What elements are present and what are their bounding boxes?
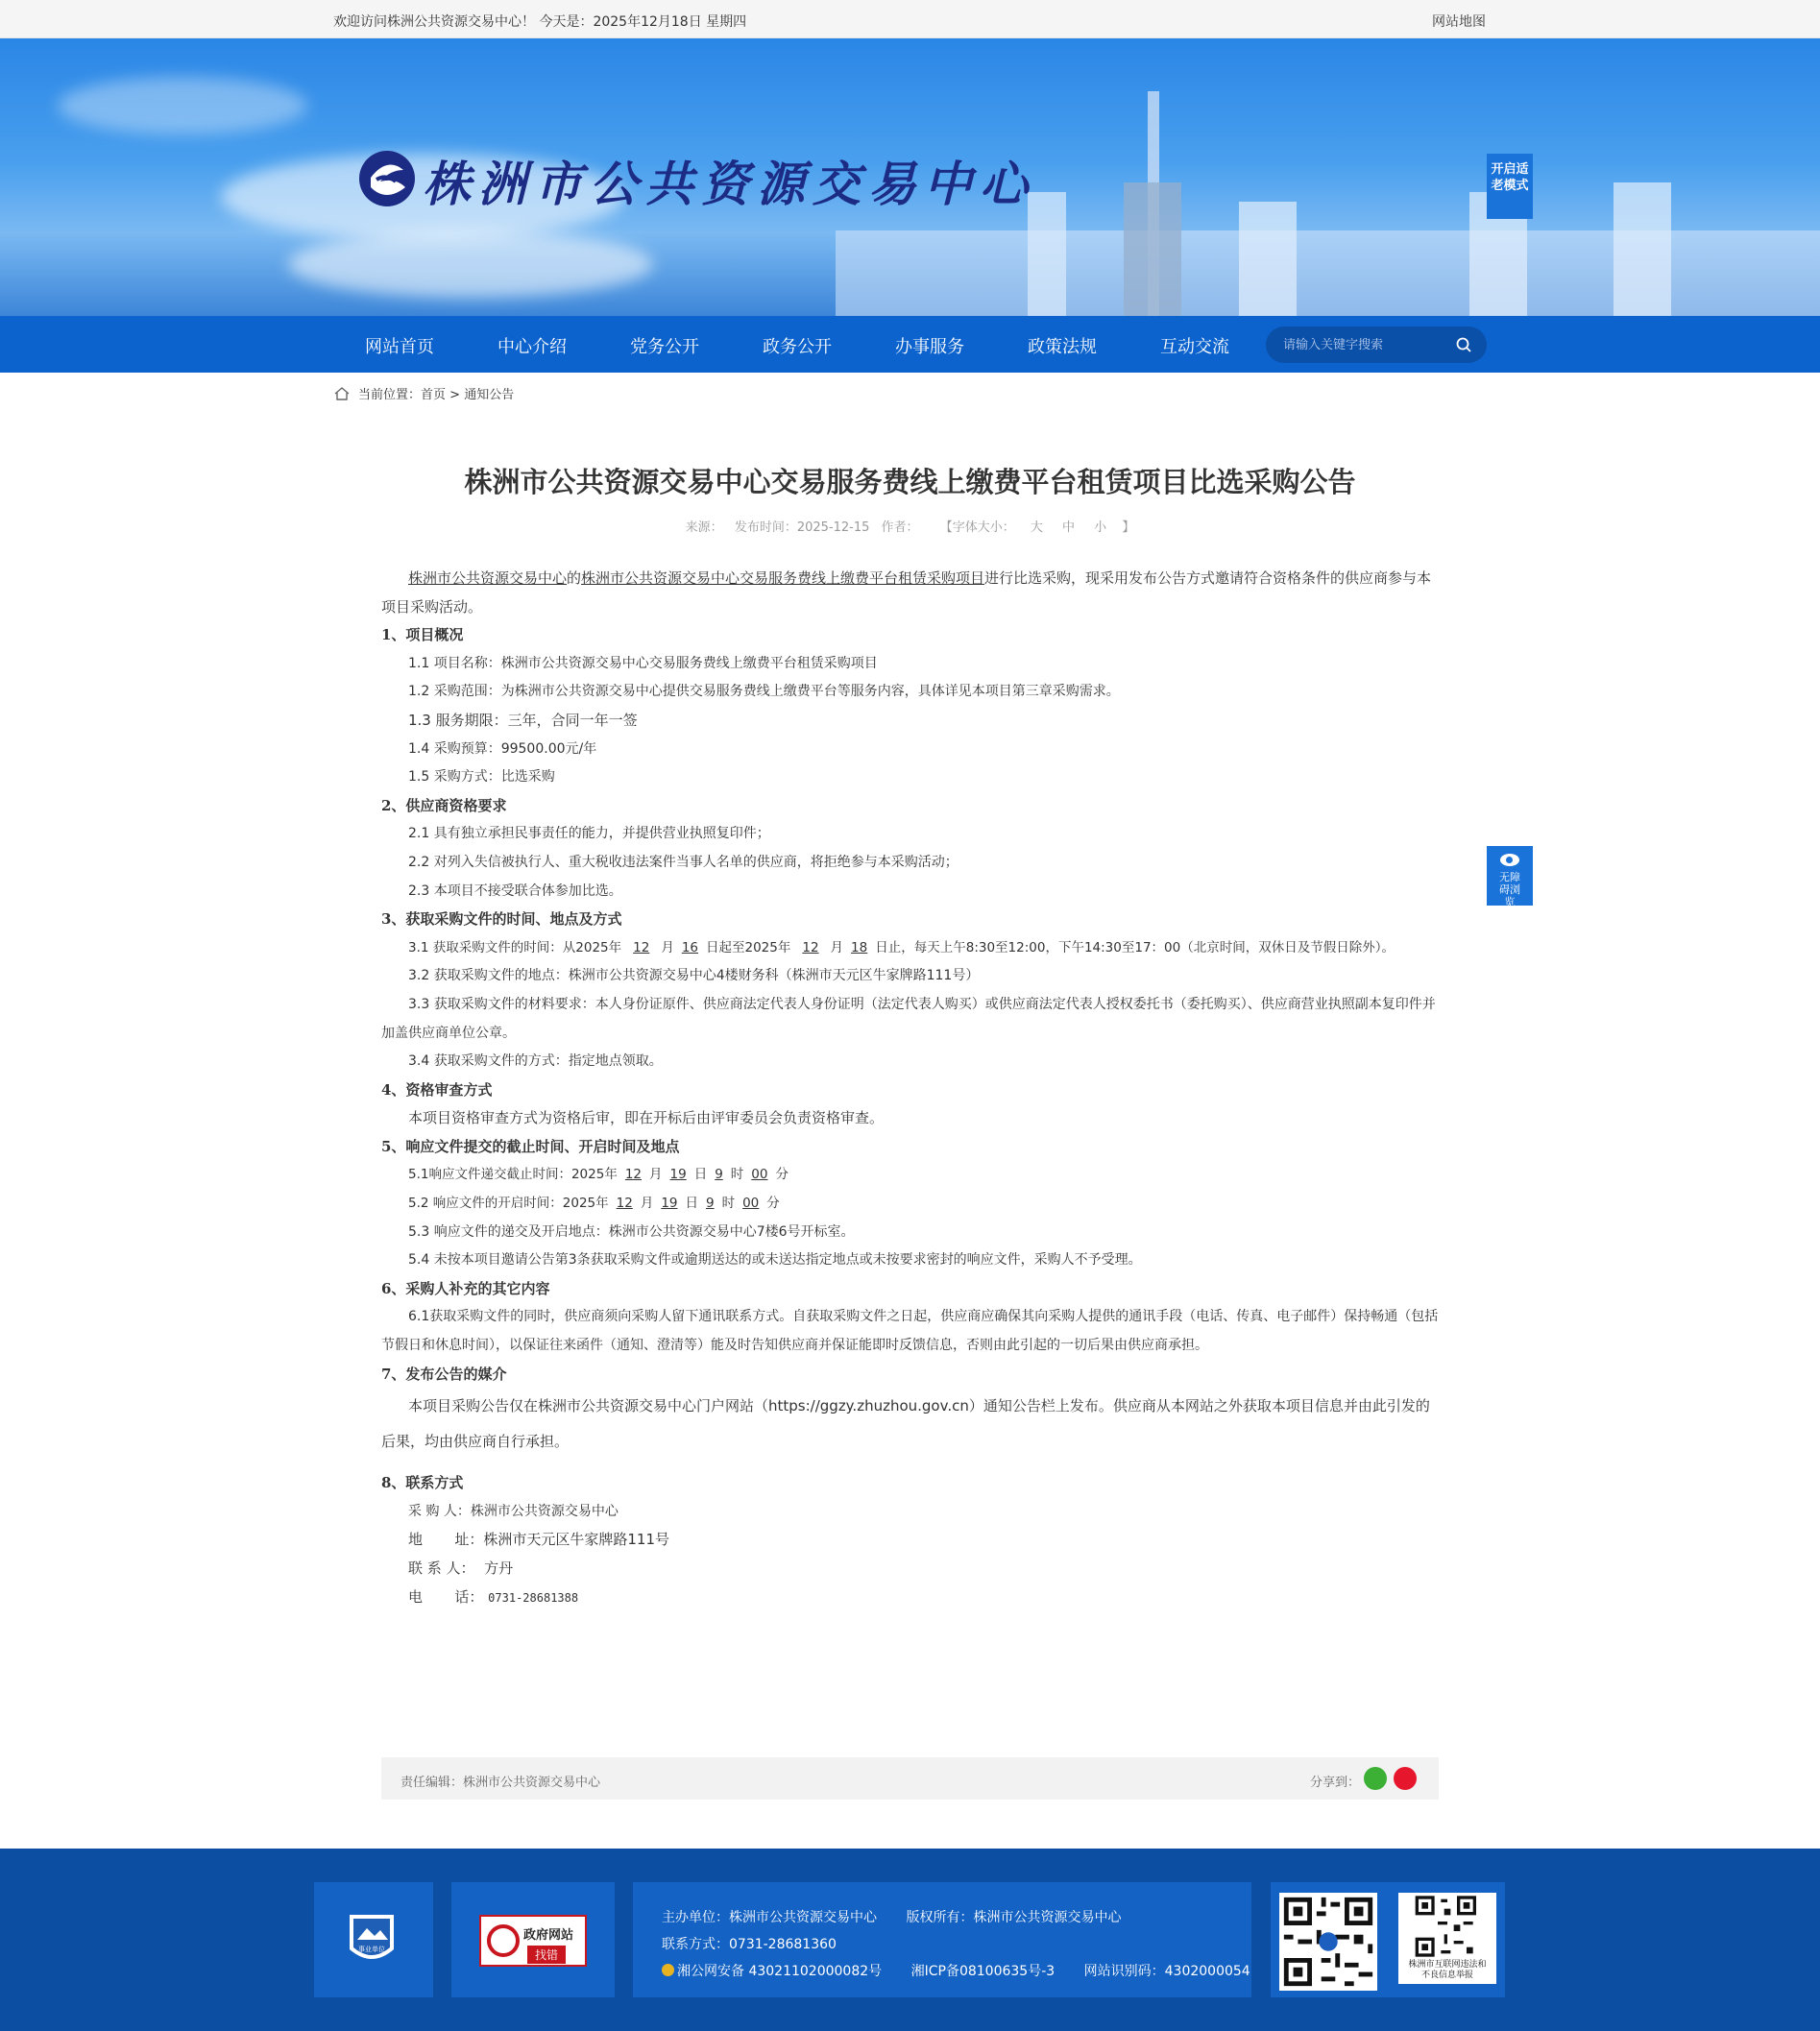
qr-code-1 (1279, 1893, 1377, 1991)
contact-person: 联 系 人： 方丹 (408, 1560, 514, 1577)
article-meta (0, 517, 1820, 535)
font-size-large[interactable]: 大 (1030, 520, 1043, 535)
article-title: 株洲市公共资源交易中心交易服务费线上缴费平台租赁项目比选采购公告 (464, 466, 1356, 498)
section-item: 本项目资格审查方式为资格后审，即在开标后由评审委员会负责资格审查。 (408, 1109, 885, 1127)
search-box (1266, 326, 1487, 363)
breadcrumb-label: 当前位置： (358, 388, 422, 402)
font-size-medium[interactable]: 中 (1062, 520, 1076, 535)
contact-address: 地 址：株洲市天元区牛家牌路111号 (408, 1531, 670, 1549)
main-nav (0, 316, 1820, 373)
section-heading: 2、供应商资格要求 (381, 796, 507, 814)
logo-icon (357, 149, 417, 208)
date-value: 12 (633, 939, 650, 955)
text-part: 分 (775, 1167, 789, 1183)
text-part: 月 (661, 939, 674, 955)
text-part: 日起至2025年 (706, 939, 791, 955)
public-institution-badge-icon[interactable] (346, 1911, 398, 1969)
qr-code-2 (1398, 1893, 1496, 1984)
text-part: 日 (693, 1167, 708, 1183)
police-emblem-icon (662, 1964, 674, 1976)
date-value: 00 (742, 1196, 760, 1212)
section-item: 1.3 服务期限：三年，合同一年一签 (408, 711, 638, 729)
nav-item-policies[interactable]: 政策法规 (1028, 337, 1097, 357)
section-item: 2.2 对列入失信被执行人、重大税收违法案件当事人名单的供应商，将拒绝参与本采购活动； (408, 854, 959, 870)
breadcrumb-separator: > (449, 388, 461, 402)
eye-icon (1500, 854, 1519, 866)
section-item (381, 1161, 1440, 1190)
article-body (381, 565, 1440, 1612)
weibo-share-icon[interactable] (1394, 1767, 1417, 1790)
text-part: 分 (766, 1196, 780, 1212)
nav-item-about[interactable]: 中心介绍 (497, 337, 567, 357)
meta-author: 作者： (881, 520, 919, 535)
date-value: 18 (851, 939, 868, 955)
section-item (381, 934, 1440, 963)
section-item: 1.4 采购预算：99500.00元/年 (408, 740, 597, 757)
text-part: 月 (830, 939, 844, 955)
footer-host: 主办单位：株洲市公共资源交易中心 (662, 1910, 877, 1925)
intro-org: 株洲市公共资源交易中心 (408, 569, 568, 587)
sitemap-link[interactable]: 网站地图 (1432, 14, 1486, 30)
editor-text: 责任编辑：株洲市公共资源交易中心 (400, 1776, 601, 1790)
date-value: 00 (751, 1167, 768, 1183)
qr-code-icon (1398, 1893, 1496, 1960)
accessibility-label: 无障碍浏览 (1499, 871, 1520, 908)
magnifier-icon (487, 1924, 520, 1957)
text-part: 5.1响应文件递交截止时间：2025年 (408, 1167, 618, 1183)
text-part: 时 (730, 1167, 744, 1183)
home-icon (333, 386, 351, 401)
date-value: 12 (624, 1167, 643, 1183)
wechat-share-icon[interactable] (1364, 1767, 1387, 1790)
text-part: 3.1 获取采购文件的时间：从2025年 (408, 939, 622, 955)
section-item: 3.2 获取采购文件的地点：株洲市公共资源交易中心4楼财务科（株洲市天元区牛家牌路111号） (408, 968, 980, 984)
top-bar (0, 0, 1820, 38)
footer-line-1 (662, 1907, 1146, 1926)
intro-rest: 进行比选采购，现采用发布公告方式邀请符合资格条件的供应商参与本项目采购活动。 (381, 569, 1432, 616)
date-value: 12 (616, 1196, 633, 1212)
intro-project: 株洲市公共资源交易中心交易服务费线上缴费平台租赁采购项目 (581, 569, 985, 587)
footer-line-2 (662, 1934, 861, 1953)
meta-date: 2025-12-15 (796, 520, 870, 535)
footer-copyright: 版权所有：株洲市公共资源交易中心 (906, 1910, 1122, 1925)
text-part: 日止，每天上午8:30至12:00，下午14:30至17：00（北京时间，双休日及节假日除外）。 (875, 939, 1395, 955)
text-part: 日 (685, 1196, 698, 1212)
meta-source: 来源： (685, 520, 723, 535)
date-value: 16 (681, 939, 698, 955)
section-heading: 5、响应文件提交的截止时间、开启时间及地点 (381, 1137, 680, 1155)
intro-paragraph (381, 565, 1440, 621)
nav-item-home[interactable]: 网站首页 (365, 337, 434, 357)
meta-date-label: 发布时间： (734, 520, 797, 535)
qr-code-icon (1279, 1893, 1377, 1991)
welcome-text: 欢迎访问株洲公共资源交易中心！ 今天是：2025年12月18日 星期四 (333, 14, 747, 30)
phone-label: 电 话： (408, 1587, 484, 1606)
breadcrumb-current[interactable]: 通知公告 (464, 388, 515, 402)
section-item: 1.1 项目名称：株洲市公共资源交易中心交易服务费线上缴费平台租赁采购项目 (408, 655, 878, 671)
date-value: 19 (669, 1167, 687, 1183)
section-heading: 3、获取采购文件的时间、地点及方式 (381, 910, 622, 929)
date-value: 19 (661, 1196, 678, 1212)
gov-site-error-button[interactable] (479, 1915, 587, 1967)
text-part: 5.2 响应文件的开启时间：2025年 (408, 1196, 609, 1212)
gov-error-btn-label: 找错 (527, 1946, 566, 1964)
section-item: 本项目采购公告仅在株洲市公共资源交易中心门户网站（https://ggzy.zhuzhou.gov.cn）通知公告栏上发布。供应商从本网站之外获取本项目信息并由此引发的后果，均由供应商自行承担。 (381, 1397, 1430, 1451)
logo-text: 株洲市公共资源交易中心 (423, 156, 1035, 212)
qr-report-caption: 株洲市互联网违法和不良信息举报 (1408, 1960, 1487, 1980)
search-icon[interactable] (1455, 336, 1472, 353)
section-item: 1.2 采购范围：为株洲市公共资源交易中心提供交易服务费线上缴费平台等服务内容，具体详见本项目第三章采购需求。 (408, 684, 1120, 700)
share-bar (381, 1757, 1439, 1800)
gov-error-title: 政府网站 (523, 1928, 574, 1943)
footer (0, 1849, 1820, 2031)
font-size-small[interactable]: 小 (1094, 520, 1107, 535)
header-banner (0, 38, 1820, 316)
nav-item-interaction[interactable]: 互动交流 (1160, 337, 1229, 357)
footer-contact: 联系方式：0731-28681360 (662, 1937, 837, 1952)
nav-item-party-affairs[interactable]: 党务公开 (630, 337, 699, 357)
section-item: 5.3 响应文件的递交及开启地点：株洲市公共资源交易中心7楼6号开标室。 (408, 1223, 855, 1240)
nav-item-gov-affairs[interactable]: 政务公开 (763, 337, 832, 357)
footer-line-3 (662, 1961, 1275, 1980)
breadcrumb (333, 384, 514, 402)
text-part: 月 (640, 1196, 654, 1212)
intro-de: 的 (567, 569, 582, 587)
contact-buyer: 采 购 人：株洲市公共资源交易中心 (408, 1503, 619, 1519)
section-item: 3.4 获取采购文件的方式：指定地点领取。 (408, 1053, 663, 1070)
share-label: 分享到： (1310, 1776, 1361, 1790)
section-heading: 6、采购人补充的其它内容 (381, 1279, 550, 1297)
section-heading: 8、联系方式 (381, 1474, 464, 1492)
footer-icp-link[interactable]: 湘ICP备08100635号-3 (910, 1964, 1056, 1979)
section-heading: 4、资格审查方式 (381, 1080, 493, 1099)
date-value: 9 (706, 1196, 715, 1212)
section-item: 3.3 获取采购文件的材料要求：本人身份证原件、供应商法定代表人身份证明（法定代表人购买）或供应商法定代表人授权委托书（委托购买）、供应商营业执照副本复印件并加盖供应商单位公章。 (381, 996, 1436, 1041)
date-value: 9 (715, 1167, 723, 1183)
accessibility-button[interactable] (1487, 846, 1533, 906)
phone-value: 0731-28681388 (488, 1590, 579, 1605)
section-item: 5.4 未按本项目邀请公告第3条获取采购文件或逾期送达的或未送达指定地点或未按要求密封的响应文件，采购人不予受理。 (408, 1252, 1142, 1269)
nav-item-services[interactable]: 办事服务 (895, 337, 964, 357)
breadcrumb-home-link[interactable]: 首页 (421, 388, 447, 402)
section-item: 2.1 具有独立承担民事责任的能力，并提供营业执照复印件； (408, 826, 770, 842)
meta-font-size-label: 【字体大小： (939, 520, 1015, 535)
contact-phone (381, 1584, 1440, 1613)
footer-police-link[interactable]: 湘公网安备 43021102000082号 (677, 1964, 883, 1979)
meta-font-size-close: 】 (1122, 520, 1135, 535)
section-item: 1.5 采购方式：比选采购 (408, 769, 555, 786)
badge-text: 事业单位 (358, 1946, 385, 1953)
section-heading: 7、发布公告的媒介 (381, 1365, 507, 1383)
section-heading: 1、项目概况 (381, 626, 464, 644)
footer-site-id: 网站识别码：4302000054 (1083, 1964, 1250, 1979)
date-value: 12 (802, 939, 819, 955)
section-item: 2.3 本项目不接受联合体参加比选。 (408, 883, 622, 899)
search-input[interactable] (1283, 335, 1451, 354)
section-item (381, 1190, 1440, 1219)
elder-mode-button[interactable]: 开启适老模式 (1487, 154, 1533, 219)
text-part: 月 (649, 1167, 663, 1183)
section-item: 6.1获取采购文件的同时，供应商须向采购人留下通讯联系方式。自获取采购文件之日起，供应商应确保其向采购人提供的通讯手段（电话、传真、电子邮件）保持畅通（包括节假日和休息时间），以保证往来函件（通知、澄清等）能及时告知供应商并保证能即时反馈信息，否则由此引起的一切后果由供应商承担。 (381, 1309, 1439, 1354)
text-part: 时 (721, 1196, 736, 1212)
